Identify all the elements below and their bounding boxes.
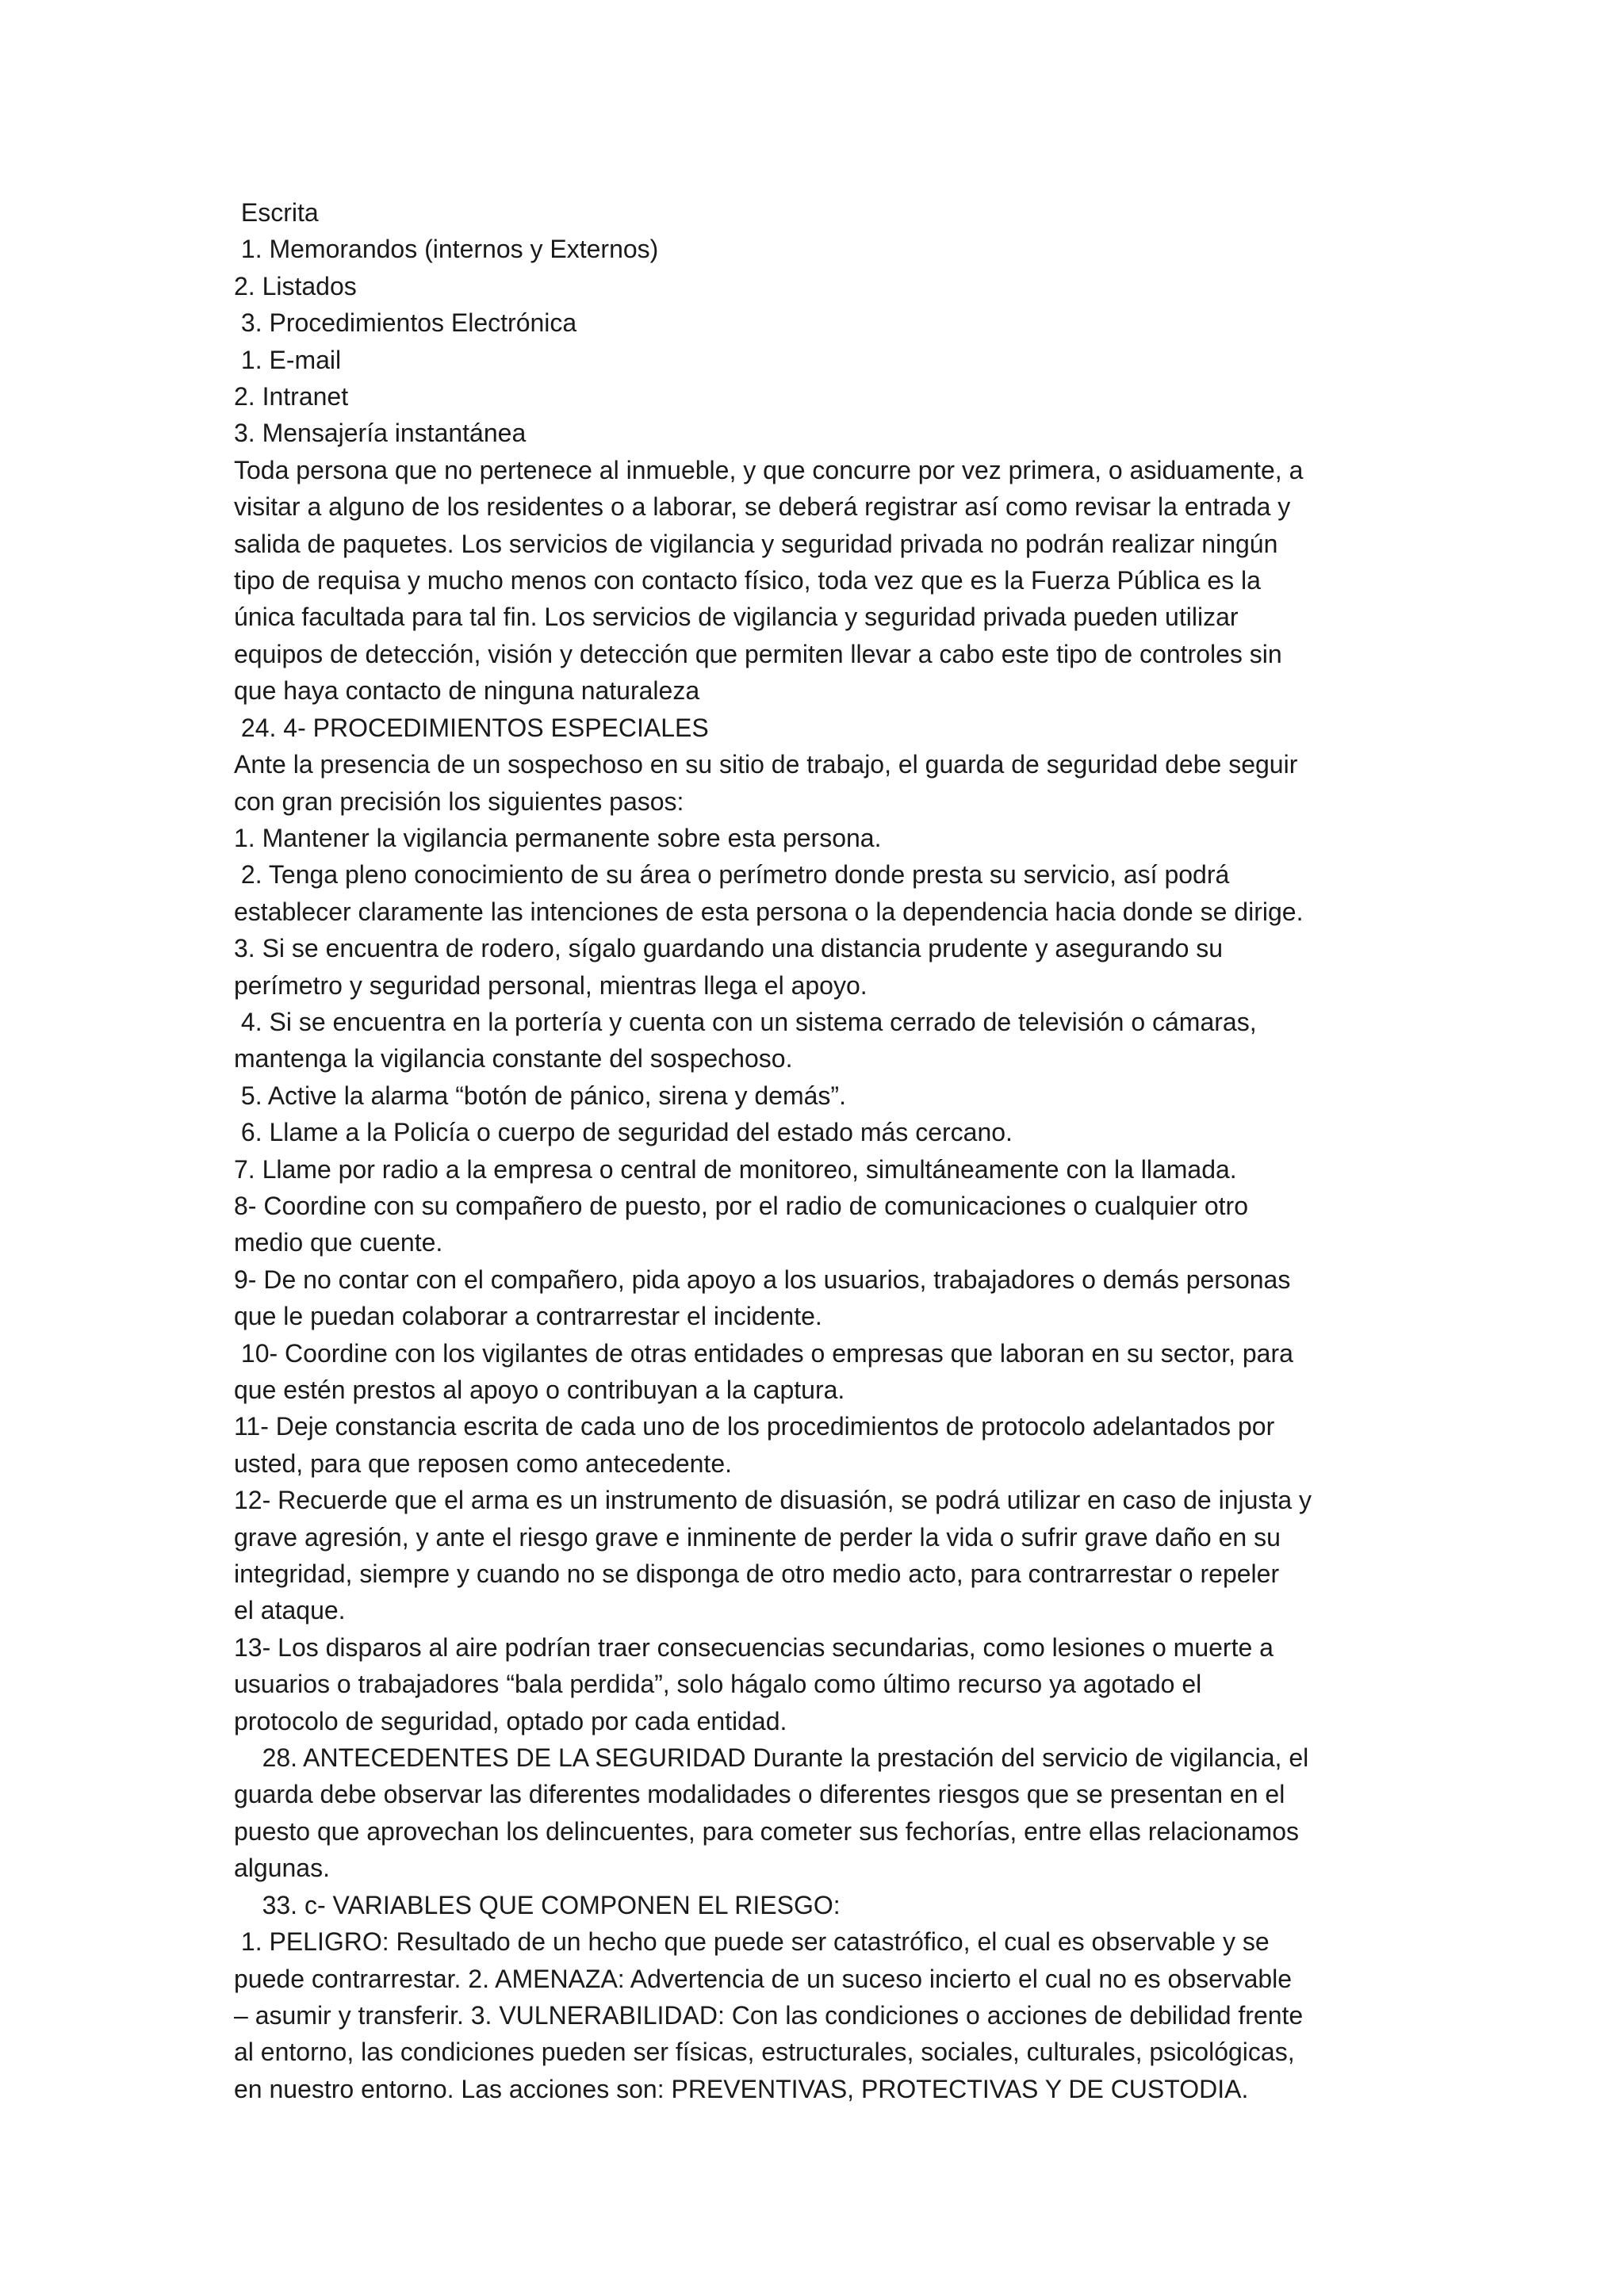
text-line: usted, para que reposen como antecedente. (234, 1448, 732, 1478)
text-line: que le puedan colaborar a contrarrestar el incidente. (234, 1302, 822, 1331)
text-line: 33. c- VARIABLES QUE COMPONEN EL RIESGO: (234, 1890, 841, 1919)
text-line: 1. Mantener la vigilancia permanente sobre esta persona. (234, 823, 882, 852)
text-line: el ataque. (234, 1596, 346, 1625)
text-line: única facultada para tal fin. Los servicios de vigilancia y seguridad privada pueden utilizar (234, 603, 1239, 632)
text-line: 3. Si se encuentra de rodero, sígalo guardando una distancia prudente y asegurando su (234, 934, 1224, 963)
text-line: 1. PELIGRO: Resultado de un hecho que puede ser catastrófico, el cual es observable y se (234, 1927, 1270, 1957)
text-line: en nuestro entorno. Las acciones son: PREVENTIVAS, PROTECTIVAS Y DE CUSTODIA. (234, 2074, 1249, 2103)
text-line: medio que cuente. (234, 1228, 443, 1257)
text-line: 8- Coordine con su compañero de puesto, por el radio de comunicaciones o cualquier otro (234, 1191, 1248, 1220)
text-line: establecer claramente las intenciones de esta persona o la dependencia hacia donde se dirige. (234, 897, 1304, 926)
text-line: puesto que aprovechan los delincuentes, para cometer sus fechorías, entre ellas relacionamos (234, 1816, 1299, 1846)
document-body (234, 194, 1423, 2107)
text-line: 24. 4- PROCEDIMIENTOS ESPECIALES (234, 713, 709, 742)
text-line: 3. Mensajería instantánea (234, 419, 527, 448)
text-line: 1. Memorandos (internos y Externos) (234, 235, 659, 264)
text-line: integridad, siempre y cuando no se disponga de otro medio acto, para contrarrestar o repeler (234, 1559, 1280, 1589)
text-line: Escrita (234, 198, 319, 227)
text-line: Ante la presencia de un sospechoso en su sitio de trabajo, el guarda de seguridad debe seguir (234, 750, 1298, 779)
text-line: con gran precisión los siguientes pasos: (234, 786, 684, 816)
text-line: 28. ANTECEDENTES DE LA SEGURIDAD Durante la prestación del servicio de vigilancia, el (234, 1743, 1309, 1773)
text-line: 5. Active la alarma “botón de pánico, sirena y demás”. (234, 1081, 846, 1110)
text-line: usuarios o trabajadores “bala perdida”, solo hágalo como último recurso ya agotado el (234, 1670, 1202, 1699)
text-line: visitar a alguno de los residentes o a laborar, se deberá registrar así como revisar la entrada y (234, 492, 1291, 522)
text-line: grave agresión, y ante el riesgo grave e inminente de perder la vida o sufrir grave daño en su (234, 1522, 1281, 1552)
text-line: al entorno, las condiciones pueden ser físicas, estructurales, sociales, culturales, psicológicas, (234, 2038, 1295, 2067)
text-line: puede contrarrestar. 2. AMENAZA: Advertencia de un suceso incierto el cual no es observable (234, 1964, 1293, 1993)
text-line: 4. Si se encuentra en la portería y cuenta con un sistema cerrado de televisión o cámaras, (234, 1007, 1257, 1036)
text-line: mantenga la vigilancia constante del sospechoso. (234, 1044, 793, 1073)
text-line: 2. Listados (234, 271, 357, 300)
text-line: 10- Coordine con los vigilantes de otras entidades o empresas que laboran en su sector, para (234, 1338, 1293, 1368)
text-line: 6. Llame a la Policía o cuerpo de seguridad del estado más cercano. (234, 1118, 1013, 1147)
text-line: 1. E-mail (234, 345, 342, 374)
text-line: perímetro y seguridad personal, mientras llega el apoyo. (234, 970, 868, 1000)
text-line: guarda debe observar las diferentes modalidades o diferentes riesgos que se presentan en el (234, 1780, 1285, 1809)
text-line: 2. Tenga pleno conocimiento de su área o perímetro donde presta su servicio, así podrá (234, 860, 1230, 890)
text-line: 3. Procedimientos Electrónica (234, 308, 577, 338)
text-line: equipos de detección, visión y detección que permiten llevar a cabo este tipo de controles sin (234, 639, 1282, 668)
text-line: 13- Los disparos al aire podrían traer consecuencias secundarias, como lesiones o muerte a (234, 1632, 1274, 1662)
text-line: tipo de requisa y mucho menos con contacto físico, toda vez que es la Fuerza Pública es la (234, 566, 1261, 595)
text-line: que estén prestos al apoyo o contribuyan a la captura. (234, 1376, 845, 1404)
text-line: 11- Deje constancia escrita de cada uno de los procedimientos de protocolo adelantados por (234, 1412, 1275, 1441)
text-line: salida de paquetes. Los servicios de vigilancia y seguridad privada no podrán realizar ningún (234, 529, 1278, 558)
text-line: 7. Llame por radio a la empresa o central de monitoreo, simultáneamente con la llamada. (234, 1154, 1237, 1184)
text-line: protocolo de seguridad, optado por cada entidad. (234, 1706, 787, 1735)
text-line: 2. Intranet (234, 382, 349, 411)
text-line: 12- Recuerde que el arma es un instrumento de disuasión, se podrá utilizar en caso de injusta y (234, 1486, 1312, 1515)
text-line: – asumir y transferir. 3. VULNERABILIDAD: Con las condiciones o acciones de debilidad frente (234, 2000, 1304, 2030)
text-line: que haya contacto de ninguna naturaleza (234, 676, 700, 706)
text-line: algunas. (234, 1854, 330, 1883)
text-line: 9- De no contar con el compañero, pida apoyo a los usuarios, trabajadores o demás personas (234, 1265, 1291, 1294)
text-line: Toda persona que no pertenece al inmueble, y que concurre por vez primera, o asiduamente, a (234, 455, 1304, 484)
